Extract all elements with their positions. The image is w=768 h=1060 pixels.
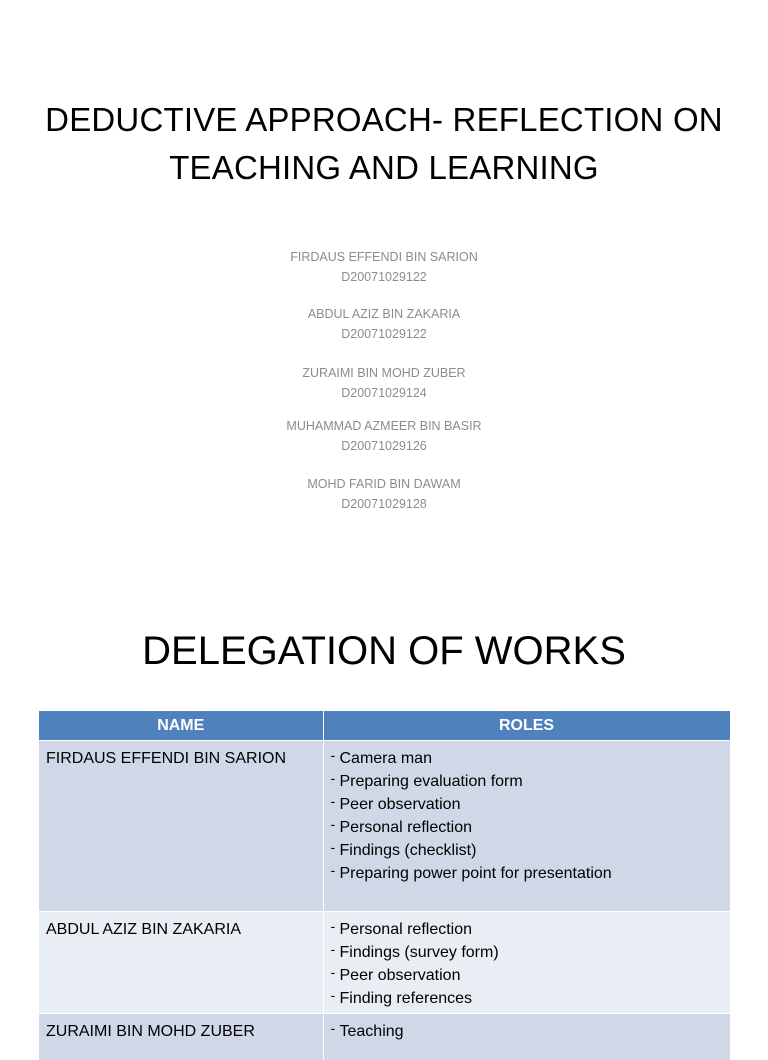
table-row [39, 741, 730, 912]
member-entry [184, 247, 584, 287]
roles-cell [323, 1014, 730, 1060]
role-text: Preparing power point for presentation [340, 865, 612, 882]
member-entry [184, 474, 584, 514]
role-item: - Personal reflection [331, 918, 723, 941]
roles-cell [323, 741, 730, 912]
table-row [39, 1014, 730, 1060]
member-id: D20071029128 [184, 494, 584, 514]
member-entry [184, 416, 584, 456]
slide-title-line-1: DEDUCTIVE APPROACH- REFLECTION ON [45, 101, 723, 138]
role-text: Preparing evaluation form [340, 773, 523, 790]
role-list [331, 747, 723, 885]
role-item: - Finding references [331, 987, 723, 1010]
role-list [331, 918, 723, 1010]
member-name-cell: FIRDAUS EFFENDI BIN SARION [39, 741, 323, 912]
role-text: Findings (checklist) [340, 842, 477, 859]
roles-cell [323, 912, 730, 1014]
role-item: - Peer observation [331, 964, 723, 987]
member-name-cell: ABDUL AZIZ BIN ZAKARIA [39, 912, 323, 1014]
role-text: Peer observation [340, 967, 461, 984]
table-header-row [39, 711, 730, 741]
role-item: - Peer observation [331, 793, 723, 816]
member-id: D20071029126 [184, 436, 584, 456]
slide-delegation [0, 600, 768, 1024]
role-item: - Findings (checklist) [331, 839, 723, 862]
delegation-table [39, 711, 731, 1060]
table-row [39, 912, 730, 1014]
member-name-cell: ZURAIMI BIN MOHD ZUBER [39, 1014, 323, 1060]
role-list [331, 1020, 723, 1043]
member-name: MUHAMMAD AZMEER BIN BASIR [184, 416, 584, 436]
role-text: Peer observation [340, 796, 461, 813]
member-name: ABDUL AZIZ BIN ZAKARIA [184, 304, 584, 324]
member-name: MOHD FARID BIN DAWAM [184, 474, 584, 494]
role-item: - Personal reflection [331, 816, 723, 839]
member-id: D20071029124 [184, 383, 584, 403]
member-entry [184, 304, 584, 344]
column-header-roles: ROLES [323, 711, 730, 741]
role-item: - Findings (survey form) [331, 941, 723, 964]
role-item: - Preparing evaluation form [331, 770, 723, 793]
role-item: - Preparing power point for presentation [331, 862, 723, 885]
slide-separator [0, 576, 768, 600]
role-item: - Teaching [331, 1020, 723, 1043]
role-text: Personal reflection [340, 921, 473, 938]
member-name: ZURAIMI BIN MOHD ZUBER [184, 363, 584, 383]
role-text: Finding references [340, 990, 473, 1007]
slide-title [40, 96, 728, 192]
role-text: Teaching [340, 1023, 404, 1040]
slide-title-line-2: TEACHING AND LEARNING [169, 149, 599, 186]
member-id: D20071029122 [184, 267, 584, 287]
slide-title: DELEGATION OF WORKS [40, 624, 728, 678]
role-text: Camera man [340, 750, 432, 767]
member-entry [184, 363, 584, 403]
role-text: Findings (survey form) [340, 944, 499, 961]
role-item: - Camera man [331, 747, 723, 770]
member-id: D20071029122 [184, 324, 584, 344]
role-text: Personal reflection [340, 819, 473, 836]
column-header-name: NAME [39, 711, 323, 741]
member-name: FIRDAUS EFFENDI BIN SARION [184, 247, 584, 267]
